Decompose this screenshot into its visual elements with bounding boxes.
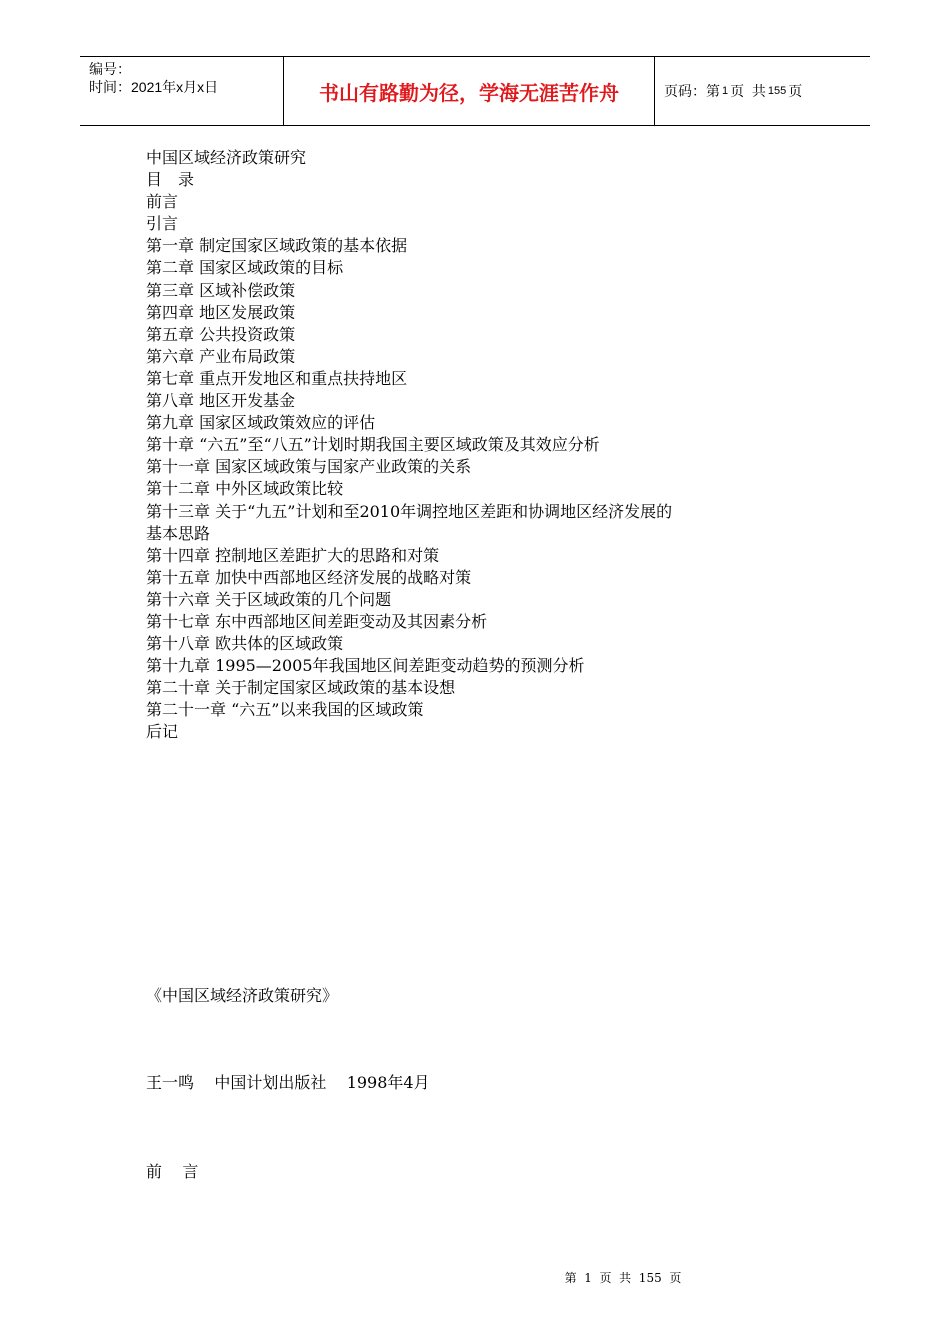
page-footer: 第 1 页 共 155 页 bbox=[564, 1271, 682, 1285]
toc-line: 前言 bbox=[146, 192, 179, 212]
toc-line: 第七章 重点开发地区和重点扶持地区 bbox=[146, 368, 408, 388]
table-of-contents bbox=[146, 147, 806, 744]
toc-line: 第一章 制定国家区域政策的基本依据 bbox=[146, 236, 408, 256]
toc-line: 第二章 国家区域政策的目标 bbox=[146, 258, 344, 278]
preface-heading: 前 言 bbox=[146, 1162, 199, 1181]
toc-line: 第五章 公共投资政策 bbox=[146, 324, 296, 344]
toc-line: 第三章 区域补偿政策 bbox=[146, 280, 296, 300]
serial-label: 编号： bbox=[89, 61, 131, 77]
toc-line: 引言 bbox=[146, 214, 179, 234]
toc-line: 第十七章 东中西部地区间差距变动及其因素分析 bbox=[146, 611, 488, 631]
toc-line: 第十六章 关于区域政策的几个问题 bbox=[146, 589, 392, 609]
book-title: 《中国区域经济政策研究》 bbox=[146, 986, 339, 1005]
page-total: 155 bbox=[767, 85, 787, 97]
header-motto: 书山有路勤为径，学海无涯苦作舟 bbox=[283, 57, 655, 125]
toc-line: 第十二章 中外区域政策比较 bbox=[146, 479, 344, 499]
toc-line: 第十一章 国家区域政策与国家产业政策的关系 bbox=[146, 457, 472, 477]
time-label: 时间：2021年x月x日 bbox=[89, 79, 219, 95]
toc-line: 后记 bbox=[146, 722, 179, 742]
toc-line: 第四章 地区发展政策 bbox=[146, 302, 296, 322]
toc-line: 目 录 bbox=[146, 170, 195, 190]
publication-line: 王一鸣 中国计划出版社 1998年4月 bbox=[146, 1073, 430, 1092]
header-meta bbox=[80, 57, 283, 125]
toc-line: 第六章 产业布局政策 bbox=[146, 346, 296, 366]
page-number: 1 bbox=[722, 85, 729, 97]
toc-line: 第八章 地区开发基金 bbox=[146, 391, 296, 411]
toc-line: 第十四章 控制地区差距扩大的思路和对策 bbox=[146, 545, 440, 565]
page-header bbox=[80, 56, 870, 126]
toc-line: 中国区域经济政策研究 bbox=[146, 148, 307, 167]
page-suffix: 页 bbox=[788, 83, 803, 99]
page-mid: 页 共 bbox=[730, 83, 766, 99]
toc-line: 第九章 国家区域政策效应的评估 bbox=[146, 413, 376, 433]
toc-line: 第十五章 加快中西部地区经济发展的战略对策 bbox=[146, 567, 472, 587]
toc-line: 第二十一章 “六五”以来我国的区域政策 bbox=[146, 700, 424, 720]
toc-line: 第十章 “六五”至“八五”计划时期我国主要区域政策及其效应分析 bbox=[146, 435, 600, 455]
toc-line: 第二十章 关于制定国家区域政策的基本设想 bbox=[146, 678, 456, 698]
toc-line: 基本思路 bbox=[146, 523, 211, 543]
page-prefix: 页码：第 bbox=[664, 83, 720, 99]
toc-line: 第十八章 欧共体的区域政策 bbox=[146, 634, 344, 654]
toc-line: 第十九章 1995—2005年我国地区间差距变动趋势的预测分析 bbox=[146, 656, 585, 676]
toc-line: 第十三章 关于“九五”计划和至2010年调控地区差距和协调地区经济发展的 bbox=[146, 501, 673, 521]
header-page-counter bbox=[655, 57, 870, 125]
